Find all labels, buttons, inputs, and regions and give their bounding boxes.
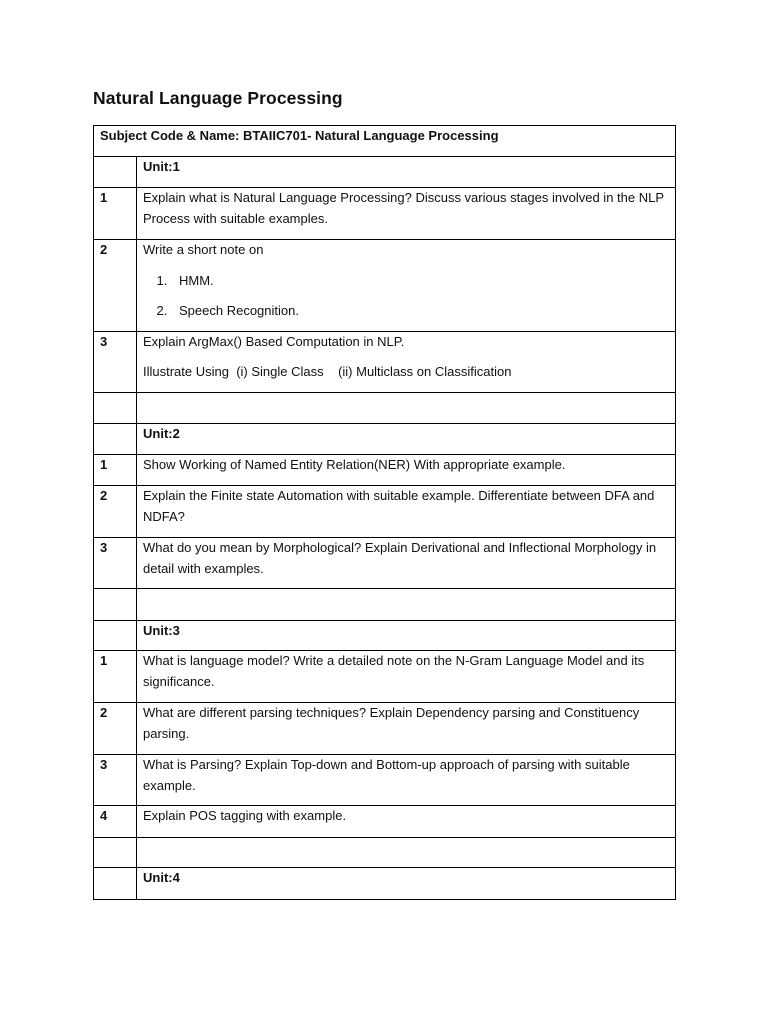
empty-cell — [137, 589, 676, 621]
question-number: 3 — [94, 538, 137, 589]
sub-item-list — [143, 271, 669, 322]
question-text: What is language model? Write a detailed note on the N-Gram Language Model and its significance. — [137, 651, 676, 703]
empty-cell — [137, 838, 676, 868]
question-number: 2 — [94, 486, 137, 538]
question-text: Explain ArgMax() Based Computation in NLP. — [143, 334, 405, 349]
question-row — [94, 651, 676, 703]
question-number: 3 — [94, 332, 137, 393]
question-text: Explain what is Natural Language Processing? Discuss various stages involved in the NLP Process with suitable examples. — [137, 188, 676, 240]
question-number: 1 — [94, 651, 137, 703]
question-number: 2 — [94, 703, 137, 755]
subject-header: Subject Code & Name: BTAIIC701- Natural Language Processing — [94, 126, 676, 157]
question-cell — [137, 240, 676, 332]
unit-number-cell — [94, 157, 137, 188]
empty-cell — [94, 589, 137, 621]
empty-cell — [94, 393, 137, 424]
question-text-secondary: Illustrate Using (i) Single Class (ii) Multiclass on Classification — [143, 363, 512, 379]
question-cell — [137, 332, 676, 393]
question-number: 2 — [94, 240, 137, 332]
unit-header-row — [94, 424, 676, 455]
question-number: 4 — [94, 806, 137, 838]
unit-number-cell — [94, 868, 137, 900]
question-table — [93, 125, 676, 900]
question-row — [94, 455, 676, 486]
empty-row — [94, 393, 676, 424]
empty-row — [94, 838, 676, 868]
question-row — [94, 538, 676, 589]
empty-cell — [94, 838, 137, 868]
question-text: Write a short note on — [143, 242, 264, 257]
question-row — [94, 755, 676, 806]
question-text: What are different parsing techniques? Explain Dependency parsing and Constituency parsing. — [137, 703, 676, 755]
question-text: Show Working of Named Entity Relation(NER) With appropriate example. — [137, 455, 676, 486]
question-number: 1 — [94, 455, 137, 486]
question-number: 1 — [94, 188, 137, 240]
question-row — [94, 188, 676, 240]
unit-header-row — [94, 157, 676, 188]
unit-header-row — [94, 621, 676, 651]
unit-number-cell — [94, 621, 137, 651]
unit-label: Unit:1 — [137, 157, 676, 188]
unit-number-cell — [94, 424, 137, 455]
empty-row — [94, 589, 676, 621]
unit-label: Unit:2 — [137, 424, 676, 455]
question-number: 3 — [94, 755, 137, 806]
question-row — [94, 486, 676, 538]
unit-label: Unit:3 — [137, 621, 676, 651]
question-row — [94, 703, 676, 755]
question-text: Explain the Finite state Automation with suitable example. Differentiate between DFA and NDFA? — [137, 486, 676, 538]
unit-header-row — [94, 868, 676, 900]
question-text: Explain POS tagging with example. — [137, 806, 676, 838]
question-text: What is Parsing? Explain Top-down and Bottom-up approach of parsing with suitable example. — [137, 755, 676, 806]
unit-label: Unit:4 — [137, 868, 676, 900]
question-row — [94, 240, 676, 332]
question-row — [94, 332, 676, 393]
question-row — [94, 806, 676, 838]
sub-item: 1. HMM. — [171, 271, 669, 292]
question-text: What do you mean by Morphological? Explain Derivational and Inflectional Morphology in detail with examples. — [137, 538, 676, 589]
page-title: Natural Language Processing — [93, 88, 343, 108]
subject-header-row — [94, 126, 676, 157]
empty-cell — [137, 393, 676, 424]
sub-item: 2. Speech Recognition. — [171, 301, 669, 322]
